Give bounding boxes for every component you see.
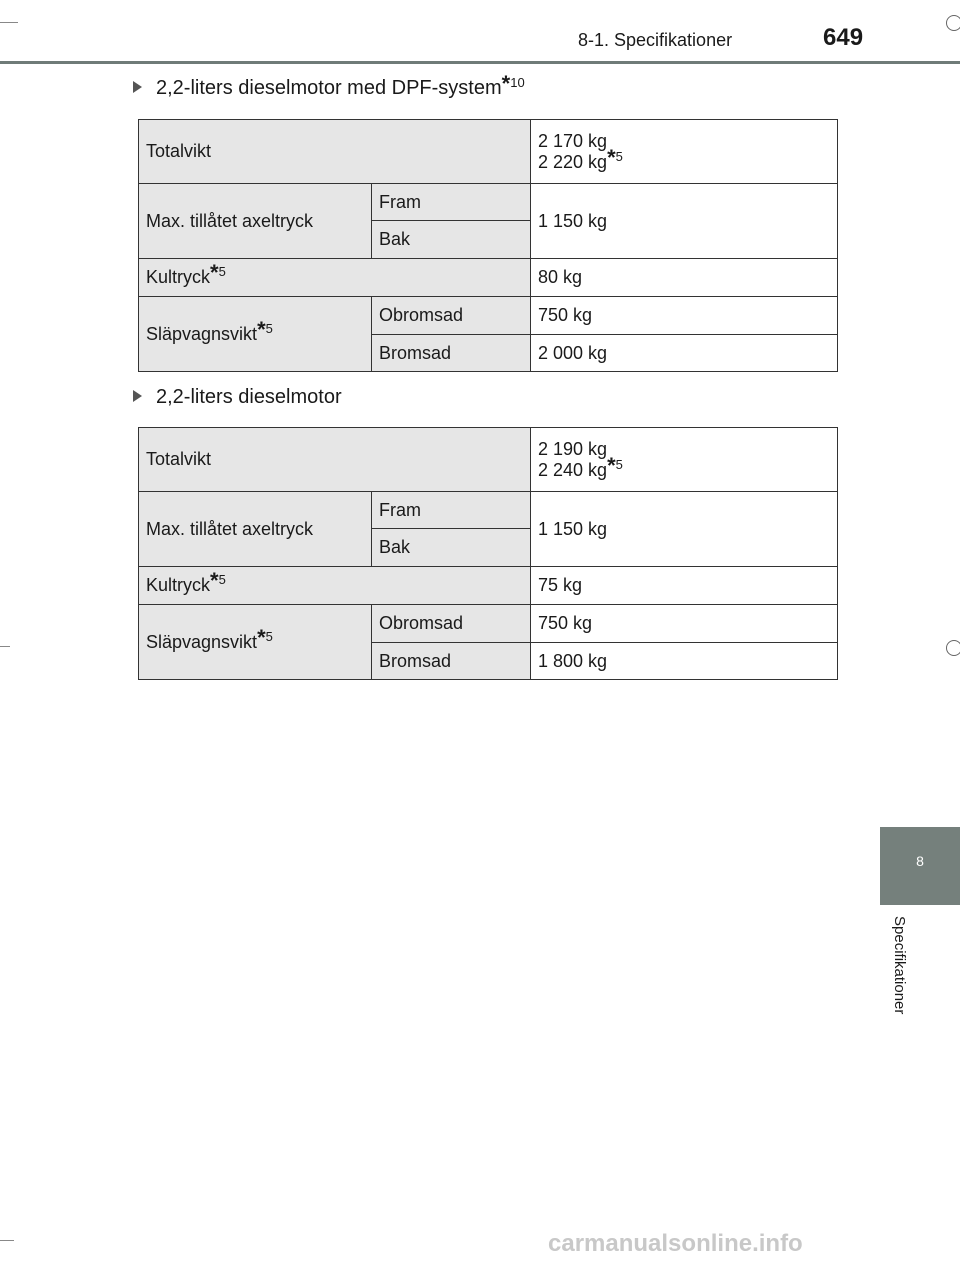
value-text: 2 240 kg (538, 459, 608, 480)
cell-sublabel: Bromsad (372, 335, 531, 372)
header-rule (0, 61, 960, 64)
value-line (538, 144, 830, 173)
footnote-ref: 5 (218, 572, 226, 587)
cell-value: 2 000 kg (531, 335, 838, 372)
cell-label: Totalvikt (139, 428, 531, 492)
table-row (139, 120, 838, 184)
cell-label: Max. tillåtet axeltryck (139, 492, 372, 567)
chapter-label: Specifikationer (891, 916, 908, 1015)
heading-text: 2,2-liters dieselmotor med DPF-system (156, 77, 502, 99)
crop-mark (0, 1240, 14, 1241)
cell-sublabel: Obromsad (372, 605, 531, 643)
registration-mark (946, 640, 960, 656)
cell-label: Totalvikt (139, 120, 531, 184)
table-row (139, 297, 838, 335)
cell-sublabel: Bak (372, 221, 531, 259)
cell-value: 1 800 kg (531, 643, 838, 680)
footnote-star: * (210, 568, 219, 593)
label-text: Kultryck (146, 267, 211, 287)
heading-text: 2,2-liters dieselmotor (156, 386, 342, 408)
footnote-star: * (210, 260, 219, 285)
cell-value: 750 kg (531, 605, 838, 643)
cell-sublabel: Fram (372, 492, 531, 529)
crop-mark (0, 646, 10, 647)
weight-table-dpf (138, 119, 838, 372)
watermark[interactable]: carmanualsonline.info (548, 1230, 803, 1257)
value-line (538, 452, 830, 481)
cell-value: 1 150 kg (531, 492, 838, 567)
cell-value (531, 428, 838, 492)
cell-value: 75 kg (531, 567, 838, 605)
cell-value (531, 120, 838, 184)
arrow-right-icon (133, 390, 142, 402)
footnote-star: * (607, 452, 616, 478)
table-row (139, 567, 838, 605)
chapter-number: 8 (916, 853, 924, 869)
table-row (139, 605, 838, 643)
table-row (139, 492, 838, 529)
footnote-ref: 5 (615, 456, 623, 472)
footnote-ref: 5 (615, 148, 623, 164)
table-row (139, 259, 838, 297)
value-text: 2 220 kg (538, 151, 608, 172)
cell-sublabel: Obromsad (372, 297, 531, 335)
cell-label: Max. tillåtet axeltryck (139, 184, 372, 259)
section-heading-dpf: 2,2-liters dieselmotor med DPF-system * $^{10}$ (133, 77, 525, 100)
cell-sublabel: Bak (372, 529, 531, 567)
value-line: 2 170 kg (538, 130, 608, 151)
crop-mark (0, 22, 18, 23)
cell-value: 1 150 kg (531, 184, 838, 259)
table-row (139, 428, 838, 492)
arrow-right-icon (133, 81, 142, 93)
cell-label (139, 567, 531, 605)
cell-label (139, 297, 372, 372)
footnote-star: * (257, 316, 266, 342)
footnote-star: * (257, 624, 266, 650)
footnote-ref: 5 (218, 264, 226, 279)
footnote-star: * (607, 144, 616, 170)
label-text: Släpvagnsvikt (146, 323, 258, 344)
page-number: 649 (823, 24, 864, 51)
cell-sublabel: Bromsad (372, 643, 531, 680)
section-title: 8-1. Specifikationer (578, 30, 733, 50)
cell-label (139, 605, 372, 680)
section-heading-diesel (133, 386, 342, 409)
weight-table-diesel (138, 427, 838, 680)
label-text: Släpvagnsvikt (146, 631, 258, 652)
table-row (139, 184, 838, 221)
footnote-ref: 5 (265, 320, 273, 336)
footnote-ref: 5 (265, 628, 273, 644)
chapter-tab (880, 827, 960, 905)
registration-mark (946, 15, 960, 31)
cell-sublabel: Fram (372, 184, 531, 221)
cell-label (139, 259, 531, 297)
cell-value: 750 kg (531, 297, 838, 335)
cell-value: 80 kg (531, 259, 838, 297)
value-line: 2 190 kg (538, 438, 608, 459)
label-text: Kultryck (146, 575, 211, 595)
